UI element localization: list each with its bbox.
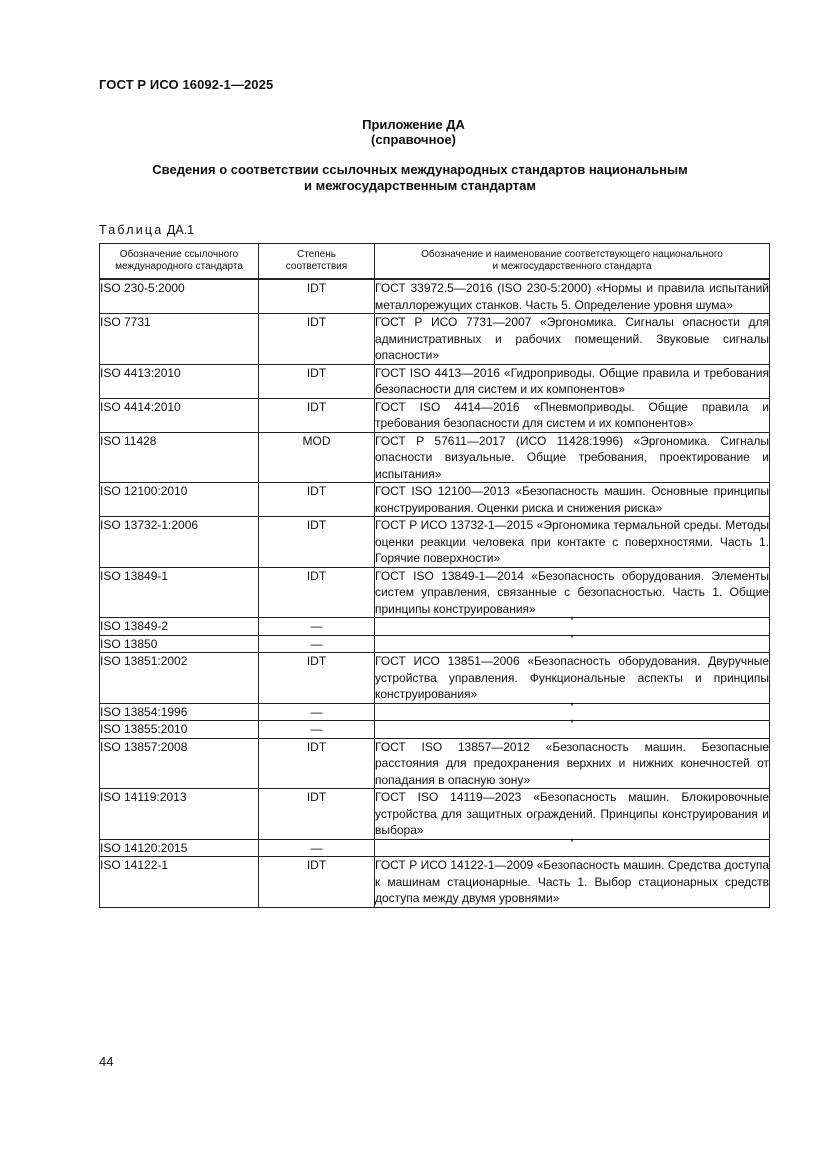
cell-international-standard: ISO 11428: [100, 432, 259, 483]
cell-national-standard: [375, 718, 770, 739]
cell-degree: IDT: [259, 567, 375, 618]
cell-international-standard: ISO 7731: [100, 314, 259, 365]
cell-degree: —: [259, 635, 375, 653]
section-heading-line-2: и межгосударственным стандартам: [304, 178, 536, 193]
table-row: [100, 857, 770, 908]
annex-title: Приложение ДА: [362, 117, 465, 132]
cell-national-standard: ГОСТ ISO 13857—2012 «Безопасность машин. Безопасные расстояния для предохранения верхних и нижних конечностей от попадания в опасную зону»: [375, 739, 769, 787]
cell-international-standard: ISO 230-5:2000: [100, 279, 259, 314]
cell-national-standard: ГОСТ ISO 13849-1—2014 «Безопасность оборудования. Элементы систем управления, связанные с безопасностью. Часть 1. Общие принципы конструирования»: [375, 568, 769, 616]
header-text: соответствия: [285, 261, 348, 272]
header-text: и межгосударственного стандарта: [492, 261, 652, 272]
table-row: [100, 635, 770, 653]
cell-national-standard: ГОСТ Р ИСО 14122-1—2009 «Безопасность машин. Средства доступа к машинам стационарные. Часть 1. Выбор стационарных средств доступа между двумя уровнями»: [375, 858, 769, 905]
cell-national-standard: ГОСТ Р ИСО 13732-1—2015 «Эргономика термальной среды. Методы оценки реакции человека при контакте с поверхностями. Часть 1. Горячие поверхности»: [375, 518, 769, 565]
cell-degree: IDT: [259, 364, 375, 398]
table-row: [100, 517, 770, 568]
cell-international-standard: ISO 13850: [100, 635, 259, 653]
cell-international-standard: ISO 14120:2015: [100, 839, 259, 857]
cell-degree: IDT: [259, 517, 375, 568]
table-row: [100, 432, 770, 483]
header-text: Обозначение ссылочного: [119, 248, 239, 260]
table-row: [100, 839, 770, 857]
cell-national-standard: [375, 836, 770, 857]
table-row: [100, 738, 770, 789]
cell-international-standard: ISO 14122-1: [100, 857, 259, 908]
cell-national-standard: ГОСТ ISO 12100—2013 «Безопасность машин. Основные принципы конструирования. Оценки риска и снижения риска»: [375, 484, 769, 515]
table-row: [100, 567, 770, 618]
table-caption: [99, 223, 194, 237]
table-row: [100, 618, 770, 636]
section-heading: [120, 162, 720, 194]
cell-degree: IDT: [259, 789, 375, 840]
cell-national-standard: ГОСТ ИСО 13851—2006 «Безопасность оборудования. Двуручные устройства управления. Функциональные аспекты и принципы конструирования»: [375, 654, 769, 701]
table-row: [100, 314, 770, 365]
header-international-standard: [100, 244, 259, 280]
cell-degree: —: [259, 618, 375, 636]
cell-national-standard: ГОСТ ISO 4413—2016 «Гидроприводы. Общие правила и требования безопасности для систем и их компонентов»: [375, 365, 769, 396]
cell-international-standard: ISO 4413:2010: [100, 364, 259, 398]
annex-subtitle: (справочное): [371, 132, 456, 147]
footnote-asterisk: *: [570, 836, 574, 847]
cell-international-standard: ISO 13849-2: [100, 618, 259, 636]
cell-degree: —: [259, 703, 375, 721]
cell-degree: IDT: [259, 653, 375, 704]
cell-degree: MOD: [259, 432, 375, 483]
cell-national-standard: ГОСТ ISO 14119—2023 «Безопасность машин. Блокировочные устройства для защитных ограждений. Принципы конструирования и выбора»: [375, 790, 769, 837]
header-text: Степень: [297, 248, 336, 260]
cell-degree: —: [259, 721, 375, 739]
footnote-asterisk: *: [570, 700, 574, 711]
header-text: Обозначение и наименование соответствующего национального: [421, 248, 723, 260]
table-caption-word: Таблица: [99, 223, 164, 237]
cell-national-standard: ГОСТ 33972.5—2016 (ISO 230-5:2000) «Нормы и правила испытаний металлорежущих станков. Часть 5. Определение уровня шума»: [375, 281, 769, 312]
page-number: 44: [99, 1054, 114, 1069]
cell-degree: IDT: [259, 398, 375, 432]
header-text: международного стандарта: [115, 261, 243, 272]
cell-international-standard: ISO 13732-1:2006: [100, 517, 259, 568]
table-row: [100, 789, 770, 840]
table-row: [100, 279, 770, 314]
cell-international-standard: ISO 13855:2010: [100, 721, 259, 739]
header-national-standard: [375, 244, 770, 280]
cell-international-standard: ISO 12100:2010: [100, 483, 259, 517]
cell-international-standard: ISO 14119:2013: [100, 789, 259, 840]
table-row: [100, 653, 770, 704]
cell-international-standard: ISO 13857:2008: [100, 738, 259, 789]
document-code: ГОСТ Р ИСО 16092-1—2025: [99, 77, 274, 92]
cell-degree: IDT: [259, 279, 375, 314]
footnote-asterisk: *: [570, 718, 574, 728]
cell-national-standard: ГОСТ Р 57611—2017 (ИСО 11428:1996) «Эргономика. Сигналы опасности визуальные. Общие требования, проектирование и испытания»: [375, 433, 769, 481]
cell-international-standard: ISO 13851:2002: [100, 653, 259, 704]
cell-degree: IDT: [259, 314, 375, 365]
cell-degree: IDT: [259, 857, 375, 908]
table-row: [100, 398, 770, 432]
table-row: [100, 483, 770, 517]
header-degree-of-correspondence: [259, 244, 375, 280]
cell-national-standard: ГОСТ ISO 4414—2016 «Пневмоприводы. Общие правила и требования безопасности для систем и их компонентов»: [375, 399, 769, 430]
cell-degree: IDT: [259, 738, 375, 789]
section-heading-line-1: Сведения о соответствии ссылочных международных стандартов национальным: [152, 162, 688, 177]
cell-national-standard: [375, 632, 770, 653]
footnote-asterisk: *: [570, 615, 574, 625]
table-row: [100, 364, 770, 398]
cell-degree: —: [259, 839, 375, 857]
footnote-asterisk: *: [570, 632, 574, 643]
cell-international-standard: ISO 13854:1996: [100, 703, 259, 721]
cell-degree: IDT: [259, 483, 375, 517]
table-row: [100, 721, 770, 739]
table-header-row: [100, 244, 770, 280]
cell-international-standard: ISO 4414:2010: [100, 398, 259, 432]
cell-international-standard: ISO 13849-1: [100, 567, 259, 618]
table-row: [100, 703, 770, 721]
table-caption-number: ДА.1: [166, 223, 195, 237]
correspondence-table: [99, 243, 770, 908]
cell-national-standard: ГОСТ Р ИСО 7731—2007 «Эргономика. Сигналы опасности для административных и рабочих помещений. Звуковые сигналы опасности»: [375, 315, 769, 362]
